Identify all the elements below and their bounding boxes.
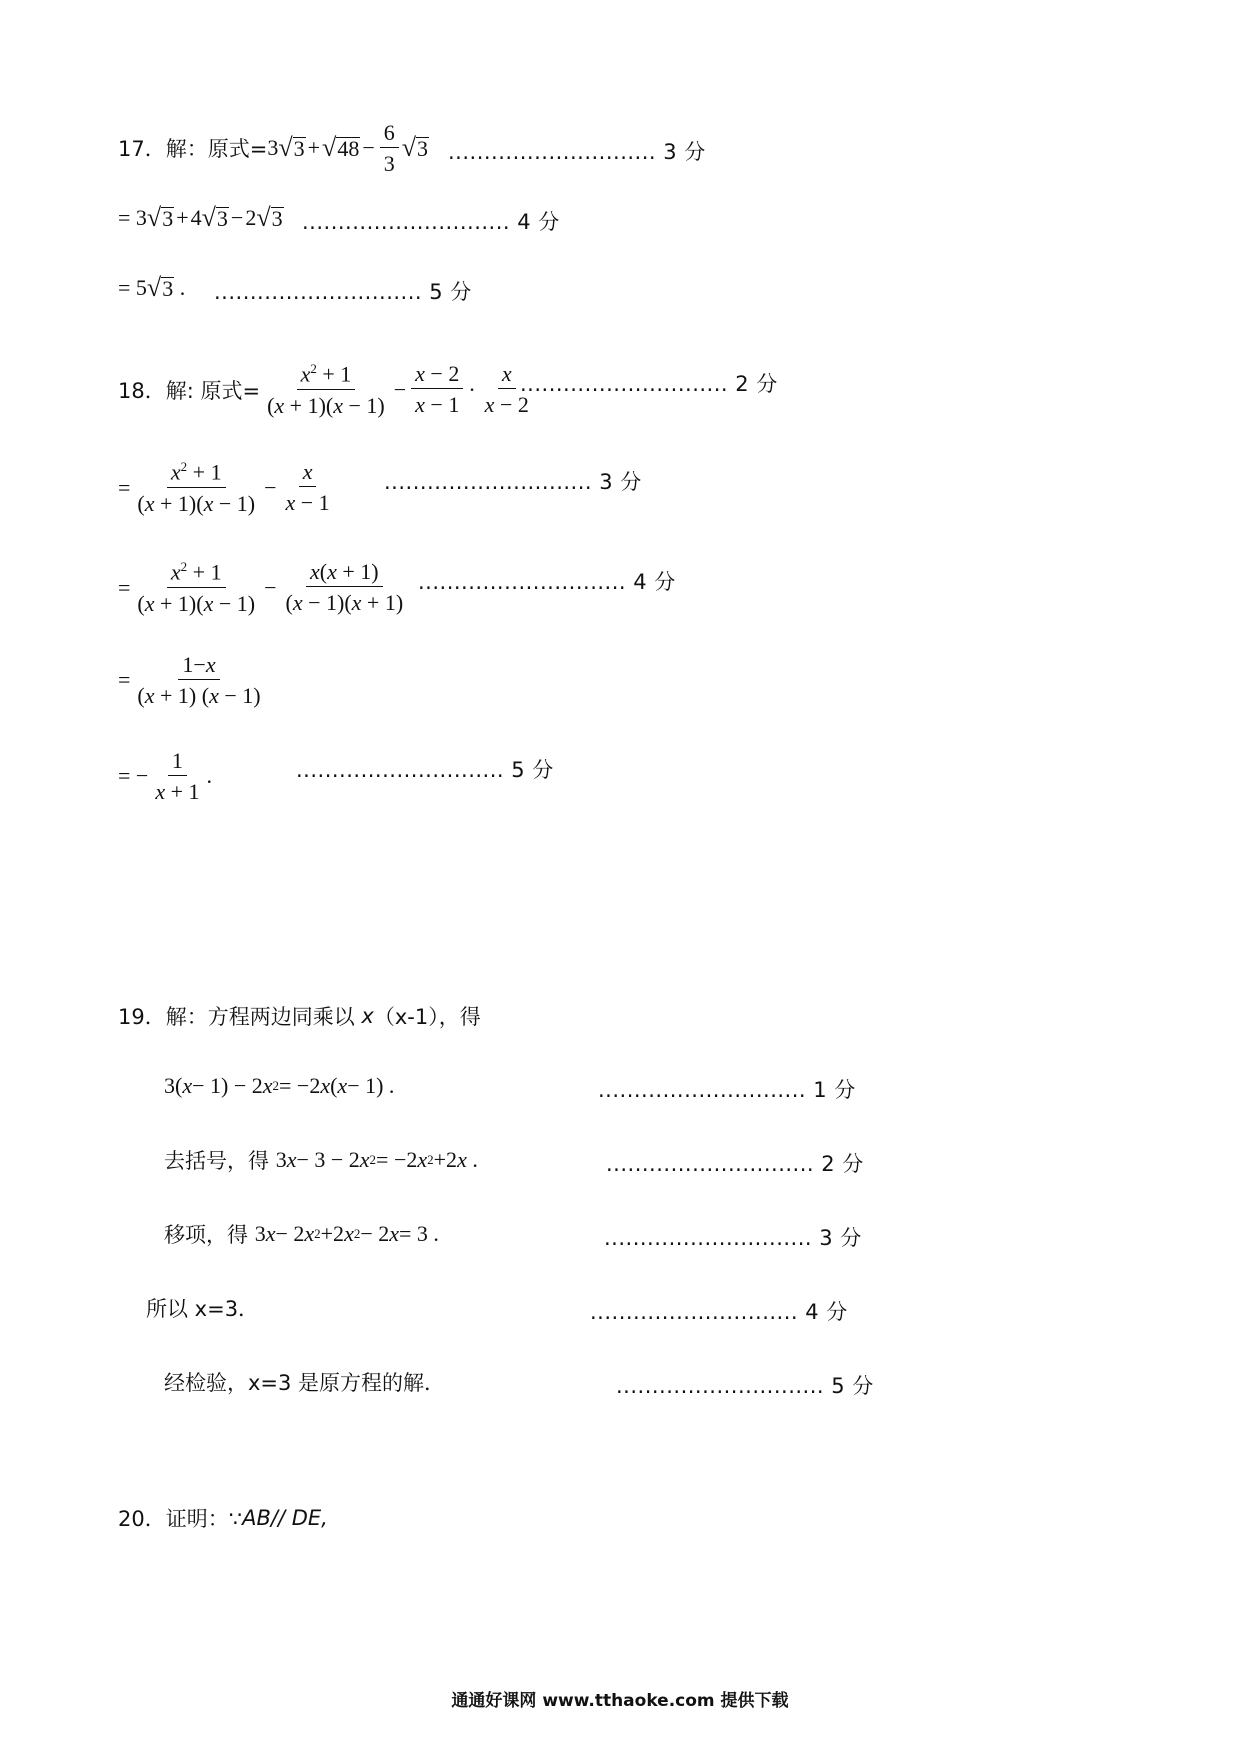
q19-intro-label: 19．解：方程两边同乘以 xyxy=(118,1005,355,1029)
q17-line-1 xyxy=(118,119,429,176)
q17-expression-1: 3 √ 3 + √ 48 − $\frac{6}{3}$ √ 3 xyxy=(267,119,429,176)
q17-line-3 xyxy=(118,268,185,308)
q17-label: 17．解：原式= xyxy=(118,137,268,161)
q18-score-5: ............................. 5 分 xyxy=(296,758,554,782)
q20-label: 20．证明：∵ xyxy=(118,1507,243,1531)
q18-expression-2: = $\frac{x^2 + 1}{(x + 1)(x - 1)}$ − $\frac{x}{x - 1}$ xyxy=(118,459,330,516)
q17-score-5: ............................. 5 分 xyxy=(214,280,472,304)
q19-step-4 xyxy=(146,1288,259,1328)
q17-expression-2: = 3 √ 3 + 4 √ 3 − 2 √ 3 xyxy=(118,203,283,232)
q19-step-1 xyxy=(164,1066,394,1106)
q19-equation-3: 3 x − 2 x 2 +2 x 2 − 2 x = 3 . xyxy=(254,1221,439,1246)
q19-step-3 xyxy=(164,1214,439,1254)
q19-score-2: ............................. 2 分 xyxy=(606,1152,864,1176)
q18-score-3: ............................. 3 分 xyxy=(384,470,642,494)
q20-statement: AB// DE, xyxy=(242,1506,328,1530)
q19-intro-paren: （x-1），得 xyxy=(373,1005,481,1029)
q19-step-5 xyxy=(164,1362,445,1402)
q18-line-1 xyxy=(118,360,536,420)
q20-line-1 xyxy=(118,1498,328,1538)
q19-step-2 xyxy=(164,1140,478,1180)
q19-score-4: ............................. 4 分 xyxy=(590,1300,848,1324)
footer-download-note: 通通好课网 www.tthaoke.com 提供下载 xyxy=(451,1691,789,1711)
q19-score-3: ............................. 3 分 xyxy=(604,1226,862,1250)
q19-step-3-label: 移项，得 xyxy=(164,1223,248,1247)
q17-score-4: ............................. 4 分 xyxy=(302,210,560,234)
q19-equation-2: 3 x − 3 − 2 x 2 = −2 x 2 +2 x . xyxy=(275,1147,478,1172)
q19-score-5: ............................. 5 分 xyxy=(616,1374,874,1398)
q18-expression-5: = − $\frac{1}{x + 1}$ . xyxy=(118,747,213,804)
q18-label: 18．解: 原式= xyxy=(118,379,261,403)
q19-equation-1: 3( x − 1) − 2 x 2 = −2 x ( x − 1) . xyxy=(164,1073,395,1098)
q18-score-4: ............................. 4 分 xyxy=(418,570,676,594)
q19-score-1: ............................. 1 分 xyxy=(598,1078,856,1102)
q17-line-2 xyxy=(118,198,284,238)
q18-expression-3: = $\frac{x^2 + 1}{(x + 1)(x - 1)}$ − $\frac{x(x + 1)}{(x - 1)(x + 1)}$ xyxy=(118,559,404,616)
q17-expression-3: = 5 √ 3 . xyxy=(118,273,186,302)
q17-score-3: ............................. 3 分 xyxy=(448,140,706,164)
q18-line-2 xyxy=(118,458,337,518)
q19-intro-var: x xyxy=(361,1004,374,1028)
q18-expression-1: $\frac{x^2 + 1}{(x + 1)(x - 1)}$ − $\frac{x - 2}{x - 1}$ · $\frac{x}{x - 2}$ xyxy=(267,361,529,418)
q18-expression-4: = $\frac{1-x}{(x + 1) (x - 1)}$ xyxy=(118,651,261,708)
q19-intro xyxy=(118,996,481,1036)
q19-step-5-text: 经检验，x=3 是原方程的解． xyxy=(164,1371,446,1395)
q18-line-4 xyxy=(118,650,268,710)
q19-step-2-label: 去括号，得 xyxy=(164,1149,269,1173)
q19-step-4-text: 所以 x=3． xyxy=(146,1297,260,1321)
q18-score-2: ............................. 2 分 xyxy=(520,372,778,396)
q18-line-5 xyxy=(118,746,212,806)
q18-line-3 xyxy=(118,558,410,618)
